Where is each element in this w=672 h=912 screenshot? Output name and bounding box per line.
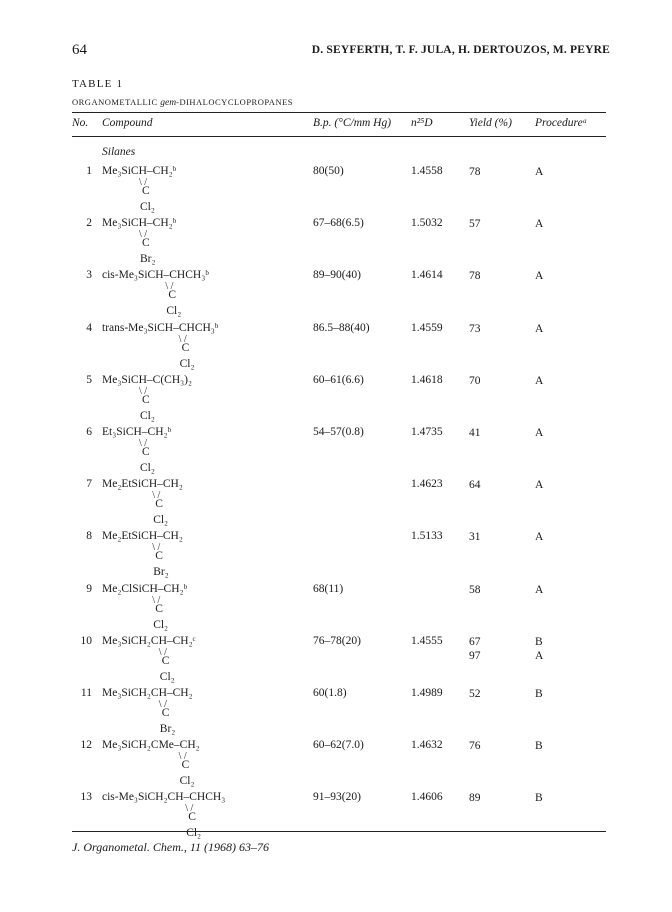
ring-bonds: \ / — [158, 699, 167, 710]
caption-pre: ORGANOMETALLIC — [72, 97, 161, 107]
procedure-value: B — [535, 740, 543, 753]
ring-carbon: C — [142, 185, 150, 197]
row-number: 8 — [86, 530, 92, 543]
procedure-value: A — [535, 479, 544, 492]
yield-value: 78 — [469, 166, 481, 178]
table-row — [0, 687, 672, 743]
boiling-point: 91–93(20) — [313, 791, 361, 804]
author-line: D. SEYFERTH, T. F. JULA, H. DERTOUZOS, M. PEYRE — [311, 44, 610, 56]
procedure-value: A — [535, 374, 544, 387]
table-row — [0, 583, 672, 639]
ring-halide: Br₂ — [140, 253, 156, 266]
ring-bonds: \ / — [178, 333, 187, 345]
ring-carbon: C — [161, 654, 170, 667]
ring-carbon: C — [142, 393, 150, 406]
yield-value: 70 — [469, 374, 481, 387]
boiling-point: 89–90(40) — [313, 269, 361, 282]
ring-carbon: C — [181, 341, 190, 354]
yield-value: 64 — [469, 479, 481, 492]
row-number: 1 — [86, 165, 92, 177]
refractive-index: 1.4558 — [411, 165, 443, 177]
page-number: 64 — [72, 42, 87, 58]
procedure-value: B — [535, 688, 543, 700]
row-number: 4 — [86, 321, 92, 334]
compound-formula: cis-Me₃SiCH–CHCH₃ᵇ — [102, 269, 209, 282]
compound-formula: Me₂EtSiCH–CH₂ — [102, 530, 183, 543]
refractive-index: 1.4618 — [411, 373, 443, 386]
yield-value: 58 — [469, 583, 481, 596]
compound-formula: cis-Me₃SiCH₂CH–CHCH₃ — [102, 791, 226, 804]
boiling-point: 67–68(6.5) — [313, 217, 364, 230]
row-number: 12 — [80, 739, 92, 752]
yield-value: 31 — [469, 531, 481, 544]
ring-carbon: C — [142, 237, 150, 250]
table-caption — [72, 97, 293, 108]
col-header-procedure: Procedureᵃ — [535, 117, 588, 129]
procedure-value: A — [535, 322, 544, 335]
yield-value: 41 — [469, 427, 481, 439]
refractive-index: 1.4623 — [411, 478, 443, 491]
ring-carbon: C — [155, 550, 163, 563]
table-row — [0, 374, 672, 430]
yield-value: 89 — [469, 792, 481, 805]
compound-formula: trans-Me₃SiCH–CHCH₃ᵇ — [102, 321, 219, 334]
journal-citation: J. Organometal. Chem., 11 (1968) 63–76 — [72, 840, 269, 854]
procedure-value: A — [535, 270, 544, 283]
boiling-point: 86.5–88(40) — [313, 321, 370, 334]
boiling-point: 60(1.8) — [313, 687, 347, 699]
compound-formula: Et₃SiCH–CH₂ᵇ — [102, 426, 172, 438]
ring-carbon: C — [188, 811, 196, 824]
caption-post: -DIHALOCYCLOPROPANES — [176, 97, 294, 107]
table-row — [0, 165, 672, 221]
refractive-index: 1.4735 — [411, 426, 443, 438]
refractive-index: 1.4606 — [411, 791, 443, 804]
refractive-index: 1.4555 — [411, 634, 443, 647]
row-number: 13 — [80, 791, 92, 804]
row-number: 9 — [86, 582, 92, 595]
row-number: 10 — [80, 634, 92, 647]
ring-bonds: \ / — [185, 803, 194, 815]
yield-value: 67 97 — [469, 635, 481, 662]
boiling-point: 54–57(0.8) — [313, 426, 364, 438]
table-top-rule — [72, 112, 606, 113]
boiling-point: 60–62(7.0) — [313, 739, 364, 752]
ring-bonds: \ / — [139, 177, 148, 188]
row-number: 3 — [86, 269, 92, 282]
ring-bonds: \ / — [152, 490, 161, 502]
procedure-value: A — [535, 583, 544, 596]
refractive-index: 1.5032 — [411, 217, 443, 230]
ring-carbon: C — [168, 289, 177, 302]
ring-bonds: \ / — [139, 385, 148, 397]
col-header-bp: B.p. (°C/mm Hg) — [313, 117, 392, 129]
row-number: 6 — [86, 426, 92, 438]
yield-value: 52 — [469, 688, 481, 700]
table-header-rule — [72, 136, 606, 137]
ring-halide: Cl₂ — [186, 827, 202, 840]
boiling-point: 80(50) — [313, 165, 344, 177]
refractive-index: 1.5133 — [411, 530, 443, 543]
boiling-point: 68(11) — [313, 582, 344, 595]
ring-bonds: \ / — [178, 751, 187, 763]
ring-bonds: \ / — [165, 281, 174, 293]
ring-halide: Cl₂ — [166, 305, 182, 318]
compound-formula: Me₃SiCH₂CH–CH₂ᶜ — [102, 634, 196, 647]
refractive-index: 1.4559 — [411, 321, 443, 334]
refractive-index: 1.4614 — [411, 269, 443, 282]
ring-halide: Br₂ — [159, 723, 176, 735]
procedure-value: A — [535, 218, 544, 231]
ring-carbon: C — [181, 759, 190, 772]
ring-bonds: \ / — [158, 646, 167, 658]
ring-carbon: C — [161, 707, 170, 719]
table-row — [0, 739, 672, 795]
col-header-compound: Compound — [102, 117, 153, 129]
refractive-index: 1.4632 — [411, 739, 443, 752]
ring-halide: Cl₂ — [153, 618, 169, 631]
compound-formula: Me₂ClSiCH–CH₂ᵇ — [102, 582, 188, 595]
row-number: 11 — [80, 687, 92, 699]
ring-halide: Cl₂ — [179, 775, 195, 788]
compound-formula: Me₃SiCH₂CH–CH₂ — [102, 687, 193, 699]
compound-formula: Me₃SiCH–CH₂ᵇ — [102, 217, 177, 230]
procedure-value: A — [535, 427, 544, 439]
table-row — [0, 635, 672, 691]
ring-bonds: \ / — [139, 229, 148, 241]
procedure-value: B — [535, 792, 543, 805]
table-row — [0, 530, 672, 586]
col-header-no: No. — [72, 117, 89, 129]
ring-halide: Cl₂ — [159, 670, 175, 683]
ring-halide: Cl₂ — [140, 409, 155, 422]
ring-bonds: \ / — [152, 594, 161, 606]
col-header-refractive-index: n²⁵D — [411, 117, 433, 129]
caption-gem: gem — [160, 98, 177, 108]
ring-bonds: \ / — [139, 438, 148, 449]
compound-formula: Me₃SiCH–C(CH₃)₂ — [102, 373, 192, 386]
compound-formula: Me₃SiCH–CH₂ᵇ — [102, 165, 177, 177]
table-bottom-rule — [72, 831, 606, 832]
compound-formula: Me₃SiCH₂CMe–CH₂ — [102, 739, 200, 752]
table-row — [0, 269, 672, 325]
refractive-index: 1.4989 — [411, 687, 443, 699]
ring-halide: Br₂ — [153, 566, 169, 579]
table-row — [0, 217, 672, 273]
boiling-point: 76–78(20) — [313, 634, 361, 647]
yield-value: 78 — [469, 270, 481, 283]
ring-halide: Cl₂ — [179, 357, 195, 370]
ring-halide: Cl₂ — [140, 462, 155, 474]
section-label: Silanes — [102, 146, 136, 158]
row-number: 2 — [86, 217, 92, 230]
table-row — [0, 478, 672, 534]
yield-value: 73 — [469, 322, 481, 335]
table-label: TABLE 1 — [72, 78, 124, 90]
yield-value: 76 — [469, 740, 481, 753]
ring-carbon: C — [142, 446, 150, 458]
procedure-value: B A — [535, 635, 544, 662]
ring-carbon: C — [155, 602, 163, 615]
ring-carbon: C — [155, 498, 163, 511]
row-number: 7 — [86, 478, 92, 491]
procedure-value: A — [535, 166, 544, 178]
procedure-value: A — [535, 531, 544, 544]
ring-halide: Cl₂ — [153, 514, 169, 527]
boiling-point: 60–61(6.6) — [313, 373, 364, 386]
ring-bonds: \ / — [152, 542, 161, 554]
table-row — [0, 791, 672, 847]
compound-formula: Me₂EtSiCH–CH₂ — [102, 478, 183, 491]
table-row — [0, 426, 672, 482]
ring-halide: Cl₂ — [140, 201, 155, 213]
col-header-yield: Yield (%) — [469, 117, 512, 129]
row-number: 5 — [86, 373, 92, 386]
table-row — [0, 322, 672, 378]
yield-value: 57 — [469, 218, 481, 231]
